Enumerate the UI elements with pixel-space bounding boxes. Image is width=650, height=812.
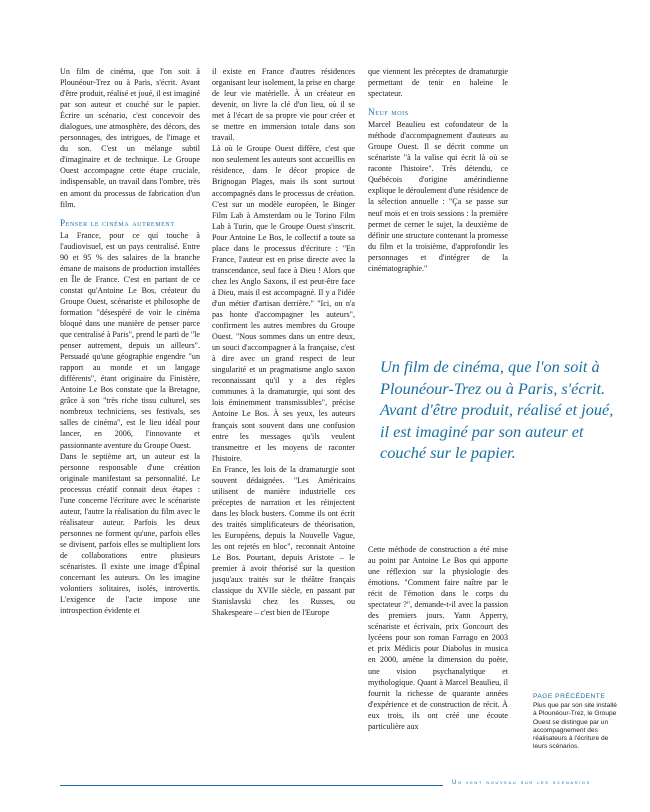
photo-caption bbox=[533, 693, 618, 751]
paragraph: Cette méthode de construction a été mise au point par Antoine Le Bos qui apporte une réflexion sur la physiologie des émotions. "Comment faire naître par le récit de l'émotion dans le corps du spectateur ?", demande-t-il avec la passion des premiers jours. Yann Apperry, scénariste et écrivain, prix Goncourt des lycéens pour son roman Farrago en 2003 et prix Médicis pour Diabolus in musica en 2000, amène la dimension du poète, une vision psychanalytique et mythologique. Quant à Marcel Beaulieu, il fournit la richesse de quarante années d'expérience et de construction de récit. À eux trois, ils ont créé une écoute particulière aux bbox=[368, 545, 508, 731]
paragraph: Là où le Groupe Ouest diffère, c'est que non seulement les auteurs sont accueillis en résidence, dans le décor propice de Brignogan Plages, mais ils sont surtout accompagnés dans le processus de création. C'est sur un modèle européen, le Binger Film Lab à Amsterdam ou le Torino Film Lab à Turin, que le Groupe Ouest s'inscrit. Pour Antoine Le Bos, le collectif a toute sa place dans le processus d'écriture : "En France, l'auteur est en prise directe avec la transcendance, seul face à Dieu ! Alors que chez les Anglo Saxons, il est peut-être face à Dieu, mais il est accompagné. Il y a l'idée d'un métier d'artisan derrière." "Ici, on n'a pas honte d'accompagner les auteurs", confirment les autres membres du Groupe Ouest. "Nous sommes dans un entre deux, un souci d'accompagner à la française, c'est à dire avec un grand respect de leur singularité et un pragmatisme anglo saxon reconnaissant qu'il y a des règles communes à la dramaturgie, qui sont des lois éminemment transmissibles", précise Antoine Le Bos. À ses yeux, les auteurs français sont souvent dans une confusion entre les messages qu'ils veulent transmettre et les moyens de raconter l'histoire. bbox=[212, 144, 355, 463]
running-footer: Un vent nouveau sur les scénarios bbox=[452, 779, 591, 786]
section-heading-neuf-mois: Neuf mois bbox=[368, 107, 409, 118]
paragraph: Dans le septième art, un auteur est la personne responsable d'une création originale manifestant sa personnalité. Le processus créatif connait deux étapes : l'une concerne l'écriture avec le scénariste auteur, l'autre la réalisation du film avec le réalisateur auteur. Parfois les deux personnes ne forment qu'une, parfois elles se divisent, parfois elles se multiplient lors de collaborations entre plusieurs scénaristes. Il existe une image d'Épinal concernant les auteurs. On les imagine volontiers solitaires, isolés, introvertis. L'exigence de l'acte impose une introspection évidente et bbox=[60, 451, 200, 616]
paragraph: La France, pour ce qui touche à l'audiovisuel, est un pays centralisé. Entre 90 et 95 % des salaires de la branche émane de maisons de production installées en Île de France. C'est en partant de ce constat qu'Antoine Le Bos, créateur du Groupe Ouest, scénariste et philosophe de formation "désespéré de voir le cinéma bloqué dans une manière de penser parce que centralisé à Paris", prend le parti de "le penser autrement, depuis un ailleurs". Persuadé qu'une géographie engendre "un rapport au monde et un langage différents", étant originaire du Finistère, Antoine Le Bos constate que la Bretagne, grâce à son "très riche tissu culturel, ses nombreux techniciens, ses festivals, ses salles de cinéma", est le lieu idéal pour lancer, en 2006, l'innovante et passionnante aventure du Groupe Ouest. bbox=[60, 230, 200, 450]
section-heading-penser: Penser le cinéma autrement bbox=[60, 217, 175, 228]
text-column-1 bbox=[60, 66, 200, 616]
caption-title: PAGE PRÉCÉDENTE bbox=[533, 693, 606, 700]
text-column-2 bbox=[212, 66, 355, 618]
footer-divider bbox=[60, 785, 443, 786]
caption-text: Plus que par son site installé à Plounéour-Trez, le Groupe Ouest se distingue par un accompagnement des réalisateurs à l'écriture de leurs scénarios. bbox=[533, 702, 617, 751]
paragraph: Marcel Beaulieu est cofondateur de la méthode d'accompagnement d'auteurs au Groupe Ouest. Il se décrit comme un scénariste "à la valise qui écrit là où se raconte l'histoire". Très détendu, ce Québécois d'origine amérindienne explique le déroulement d'une résidence de la sélection annuelle : "Ça se passe sur neuf mois et en trois sessions : la première permet de cerner le sujet, la deuxième de définir une structure contenant la promesse du film et la troisième, d'approfondir les personnages et d'intégrer de la cinématographie." bbox=[368, 120, 508, 273]
paragraph: il existe en France d'autres résidences organisant leur isolement, la prise en charge de leur vie matérielle. À un créateur en devenir, on livre la clé d'un lieu, où il se met à l'écart de sa propre vie pour créer et se mettre en immersion totale dans son travail. bbox=[212, 67, 355, 143]
text-column-3 bbox=[368, 66, 508, 274]
paragraph: Un film de cinéma, que l'on soit à Plounéour-Trez ou à Paris, s'écrit. Avant d'être produit, réalisé et joué, il est imaginé par son auteur et couché sur le papier. Écrire un scénario, c'est concevoir des dialogues, une atmosphère, des décors, des personnages, des intrigues, de l'image et du son. C'est un mélange subtil d'imaginaire et de technique. Le Groupe Ouest accompagne cette étape cruciale, indispensable, un travail dans l'ombre, très en amont du processus de fabrication d'un film. bbox=[60, 67, 200, 209]
paragraph: En France, les lois de la dramaturgie sont souvent dédaignées. "Les Américains utilisent de manière industrielle ces préceptes de narration et les réinjectent dans les block busters. Comme ils ont écrit des traités simplificateurs de théorisation, les Européens, depuis la Nouvelle Vague, les ont rejetés en bloc", reconnait Antoine Le Bos. Pourtant, depuis Aristote – le premier à avoir théorisé sur la question jusqu'aux traités sur le théâtre français classique du XVIIe siècle, en passant par Stanislavski chez les Russes, ou Shakespeare – c'est bien de l'Europe bbox=[212, 464, 355, 618]
pull-quote: Un film de cinéma, que l'on soit à Plounéour-Trez ou à Paris, s'écrit. Avant d'être produit, réalisé et joué, il est imaginé par son auteur et couché sur le papier. bbox=[380, 357, 614, 463]
text-column-3-lower bbox=[368, 544, 508, 732]
paragraph: que viennent les préceptes de dramaturgie permettant de tenir en haleine le spectateur. bbox=[368, 67, 508, 99]
